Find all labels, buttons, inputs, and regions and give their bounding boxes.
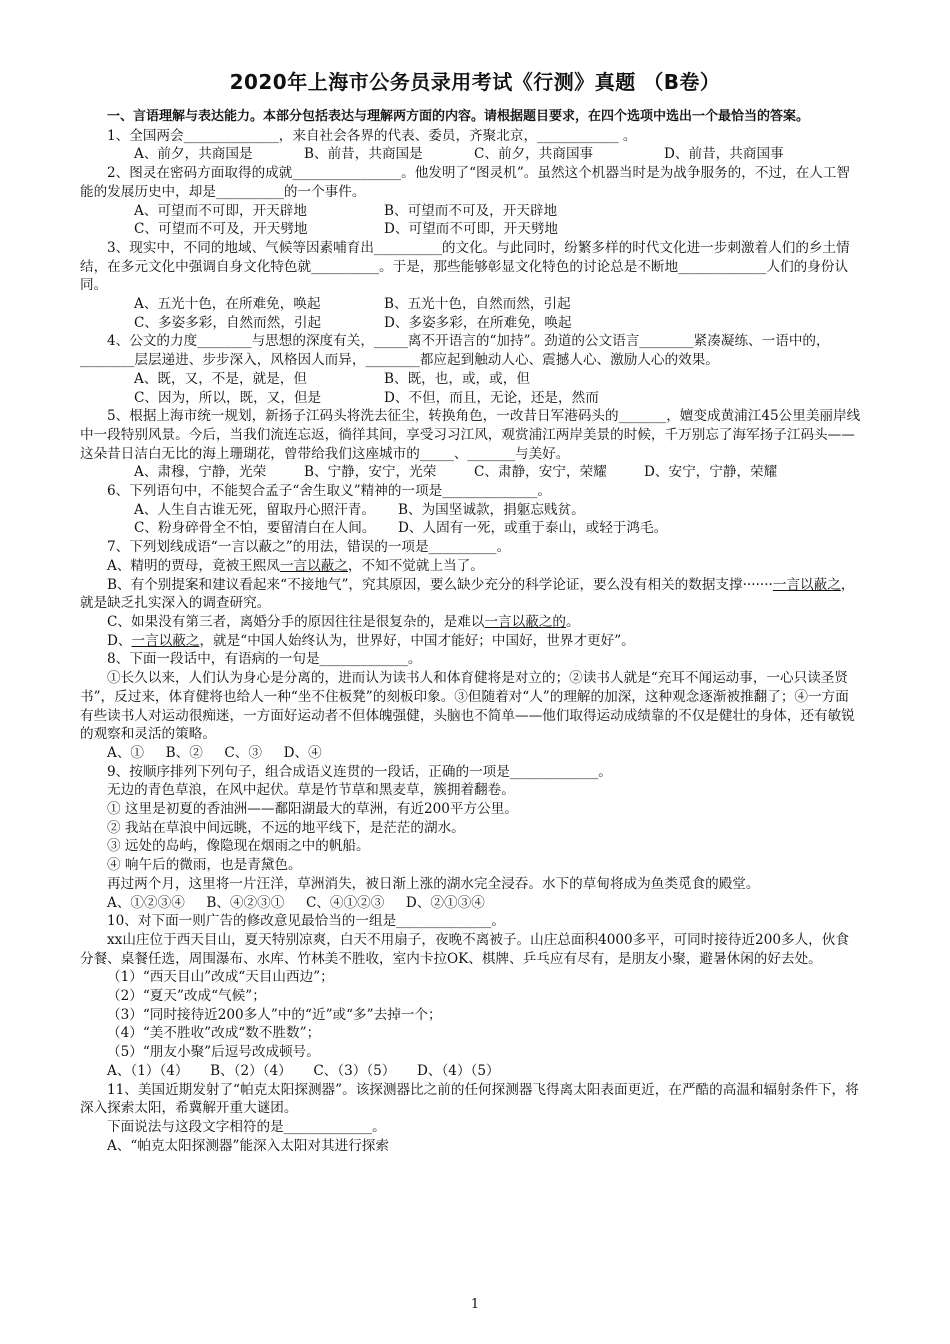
page-number: 1 <box>470 1297 480 1312</box>
question-4-options-ab <box>80 370 862 389</box>
question-9-sentence-4: ④ 响午后的微雨，也是青黛色。 <box>107 857 302 874</box>
underlined-idiom: 一言以蔽之 <box>279 557 348 574</box>
question-10-options: A、（1）（4） B、（2）（4） C、（3）（5） D、（4）（5） <box>107 1062 500 1079</box>
option-b: B、为国坚诚款，捐躯忘贱贫。 <box>398 501 585 518</box>
question-11-stem: 11、美国近期发射了“帕克太阳探测器”。该探测器比之前的任何探测器飞得离太阳表面更近，在严酷的高温和辐射条件下，将深入探索太阳，希冀解开重大谜团。 <box>80 1081 859 1117</box>
option-a: A、肃穆，宁静，光荣 <box>134 464 267 481</box>
question-3-options-cd <box>80 314 862 333</box>
question-7-option-a <box>80 557 862 576</box>
question-11-option-a: A、“帕克太阳探测器”能深入太阳对其进行探索 <box>107 1137 389 1154</box>
option-d: D、不但，而且，无论，还是，然而 <box>384 389 599 406</box>
option-c-tail: 。 <box>566 613 580 630</box>
question-10-modification-4: （4）“美不胜收”改成“数不胜数”； <box>107 1025 321 1042</box>
underlined-idiom: 一言以蔽之的 <box>484 613 566 630</box>
page-title: 2020年上海市公务员录用考试《行测》真题 （B卷） <box>229 70 721 94</box>
question-11-question: 下面说法与这段文字相符的是_____________。 <box>107 1118 386 1135</box>
question-1-stem: 1、全国两会______________，来自社会各界的代表、委员，齐聚北京，____________ 。 <box>107 127 637 144</box>
option-d: D、可望而不可即，开天劈地 <box>384 221 559 238</box>
option-c: C、因为，所以，既，又，但是 <box>134 389 322 406</box>
option-c: C、可望而不可及，开天劈地 <box>134 221 308 238</box>
option-b: B、前昔，共商国是 <box>304 146 423 163</box>
option-d-tail: ，就是“中国人始终认为，世界好，中国才能好；中国好，世界才更好”。 <box>199 632 635 649</box>
question-10-modification-1: （1）“西天目山”改成“天目山西边”； <box>107 969 334 986</box>
question-8-stem: 8、下面一段话中，有语病的一句是_____________。 <box>107 651 422 668</box>
option-d: D、人固有一死，或重于泰山，或轻于鸿毛。 <box>398 520 668 537</box>
underlined-idiom: 一言以蔽之 <box>131 632 200 649</box>
question-10-ad: xx山庄位于西天目山，夏天特别凉爽，白天不用扇子，夜晚不离被子。山庄总面积4000多平，可同时接待近200多人，伙食分餐、桌餐任选，周围瀑布、水库、竹林美不胜收，室内卡拉OK、棋牌、乒乓应有尽有，是朋友小聚，避暑休闲的好去处。 <box>80 931 849 967</box>
question-7-option-d <box>80 632 862 651</box>
option-c: C、前夕，共商国事 <box>474 146 594 163</box>
option-a: A、人生自古谁无死，留取丹心照汗青。 <box>134 501 375 518</box>
option-b: B、既，也，或，或，但 <box>384 370 530 387</box>
question-10-stem: 10、对下面一则广告的修改意见最恰当的一组是______________。 <box>107 913 505 930</box>
option-c: C、肃静，安宁，荣耀 <box>474 464 607 481</box>
question-2-options-ab <box>80 202 862 221</box>
option-a: A、既，又，不是，就是，但 <box>134 370 307 387</box>
option-a: A、可望而不可即，开天辟地 <box>134 202 307 219</box>
question-6-options-cd <box>80 519 862 538</box>
option-b: B、宁静，安宁，光荣 <box>304 464 437 481</box>
option-a-tail: ，不知不觉就上当了。 <box>347 557 484 574</box>
question-3-options-ab <box>80 295 862 314</box>
question-7-stem: 7、下列划线成语“一言以蔽之”的用法，错误的一项是__________。 <box>107 539 511 556</box>
question-7-option-b <box>80 576 862 613</box>
option-a: A、前夕，共商国是 <box>134 146 253 163</box>
option-c: C、多姿多彩，自然而然，引起 <box>134 314 322 331</box>
option-c-text: C、如果没有第三者，离婚分手的原因往往是很复杂的，是难以 <box>107 613 485 630</box>
option-a-text: A、精明的贾母，竟被王熙凤 <box>107 557 280 574</box>
question-5-options <box>80 463 862 482</box>
question-10-modification-5: （5）“朋友小聚”后逗号改成顿号。 <box>107 1044 320 1061</box>
question-9-sentence-1: ① 这里是初夏的香油洲——鄱阳湖最大的草洲，有近200平方公里。 <box>107 801 518 818</box>
question-4-stem: 4、公文的力度________与思想的深度有关，_____离不开语言的“加持”。劲道的公文语言________紧凑凝练、一语中的，________层层递进、步步深入，风格因人而异，________都应起到触动人心、震撼人心、激励人心的效果。 <box>80 333 830 369</box>
question-3-stem: 3、现实中，不同的地域、气候等因素哺育出__________的文化。与此同时，纷繁多样的时代文化进一步刺激着人们的乡土情结，在多元文化中强调自身文化特色就__________。于是，那些能够彰显文化特色的讨论总是不断地_____________人们的身份认同。 <box>80 239 850 294</box>
option-d: D、多姿多彩，在所难免，唤起 <box>384 314 572 331</box>
question-5-stem: 5、根据上海市统一规划，新扬子江码头将洗去征尘，转换角色，一改昔日军港码头的_______，嬗变成黄浦江45公里美丽岸线中一段特别风景。今后，当我们流连忘返，徜徉其间，享受习习江风，观赏浦江两岸美景的时候，千万别忘了海军扬子江码头——这朵昔日洁白无比的海上珊瑚花，曾带给我们这座城市的_____、_______与美好。 <box>80 408 861 462</box>
question-10-modification-3: （3）“同时接待近200多人”中的“近”或“多”去掉一个； <box>107 1006 442 1023</box>
question-2-stem: 2、图灵在密码方面取得的成就________________。他发明了“图灵机”。虽然这个机器当时是为战争服务的，不过，在人工智能的发展历史中，却是__________的一个事件。 <box>80 165 851 200</box>
question-9-stem: 9、按顺序排列下列句子，组合成语义连贯的一段话，正确的一项是_____________。 <box>107 763 612 780</box>
question-8-options: A、① B、② C、③ D、④ <box>107 744 322 761</box>
question-9-tail: 再过两个月，这里将一片汪洋，草洲消失，被日渐上涨的湖水完全浸吞。水下的草甸将成为鱼类觅食的殿堂。 <box>107 875 760 892</box>
option-a: A、五光十色，在所难免，唤起 <box>134 296 321 313</box>
question-8-passage: ①长久以来，人们认为身心是分离的，进而认为读书人和体育健将是对立的；②读书人就是“充耳不闻运动事，一心只读圣贤书”，反过来，体育健将也给人一种“坐不住板凳”的刻板印象。③但随着对“人”的理解的加深，这种观念逐渐被推翻了；④一方面有些读书人对运动很痴迷，一方面好运动者不但体魄强健，头脑也不简单——他们取得运动成绩靠的不仅是健壮的身体，还有敏锐的观察和灵活的策略。 <box>80 670 855 743</box>
option-d: D、安宁，宁静，荣耀 <box>644 464 778 481</box>
question-10-modification-2: （2）“夏天”改成“气候”； <box>107 988 266 1005</box>
question-4-options-cd <box>80 389 862 408</box>
option-d-text: D、 <box>107 632 132 649</box>
question-2-options-cd <box>80 220 862 239</box>
option-c: C、粉身碎骨全不怕，要留清白在人间。 <box>134 520 376 537</box>
option-b: B、五光十色，自然而然，引起 <box>384 296 571 313</box>
question-9-options: A、①②③④ B、④②③① C、④①②③ D、②①③④ <box>107 894 485 911</box>
question-6-stem: 6、下列语句中，不能契合孟子“舍生取义”精神的一项是______________。 <box>107 483 551 500</box>
option-d: D、前昔，共商国事 <box>664 146 784 163</box>
question-9-sentence-3: ③ 远处的岛屿，像隐现在烟雨之中的帆船。 <box>107 838 370 855</box>
exam-body <box>80 108 862 1155</box>
question-1-options <box>80 145 862 164</box>
option-b-text: B、有个别提案和建议看起来“不接地气”，究其原因，要么缺少充分的科学论证，要么没有相关的数据支撑······· <box>107 576 773 593</box>
question-9-sentence-2: ② 我站在草浪中间远眺，不远的地平线下，是茫茫的湖水。 <box>107 819 465 836</box>
question-6-options-ab <box>80 501 862 520</box>
option-b-tail: ，就是缺乏扎实深入的调查研究。 <box>80 576 855 612</box>
question-9-lead: 无边的青色草浪，在风中起伏。草是竹节草和黑麦草，簇拥着翻卷。 <box>107 782 515 799</box>
section-header: 一、言语理解与表达能力。本部分包括表达与理解两方面的内容。请根据题目要求，在四个选项中选出一个最恰当的答案。 <box>107 109 810 124</box>
question-7-option-c <box>80 613 862 632</box>
option-b: B、可望而不可及，开天辟地 <box>384 202 558 219</box>
underlined-idiom: 一言以蔽之 <box>772 576 841 593</box>
